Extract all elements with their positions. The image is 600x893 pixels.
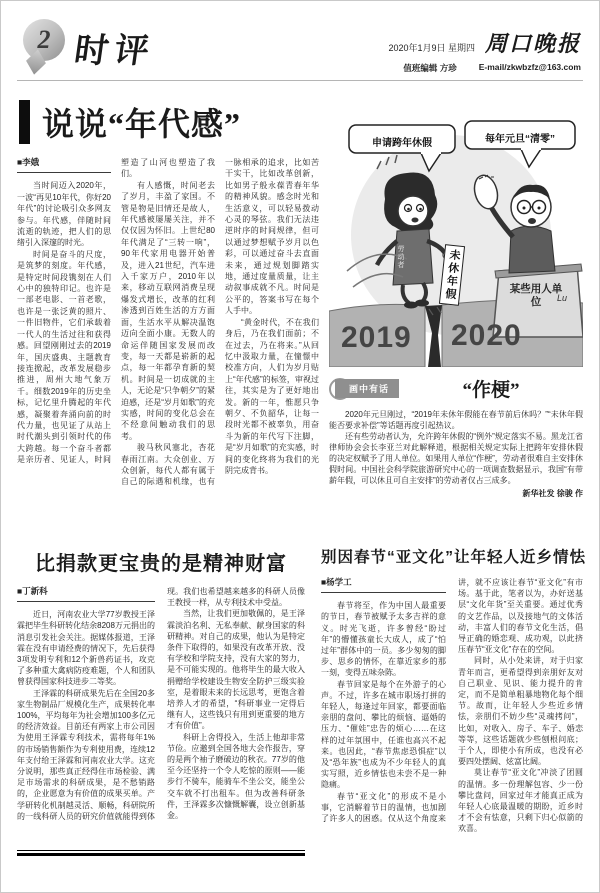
paragraph: 春节回家是每个在外游子的心声。不过，许多在城市职场打拼的年轻人，每逢过年回家，都要面临亲朋的盘问、攀比的烦恼、逼婚的压力、“催娃”忠告的烦心……在这样的过年氛围中，任谁也高兴不起来。也因此，“春节焦虑恐惧症”以及“恐年族”也成为不少年轻人的真实写照，近乡情怯也未尝不是一种隐痛。 <box>321 679 446 790</box>
duty-editor: 值班编辑 方珍 <box>403 63 457 73</box>
cartoon-title: “作梗” <box>462 380 520 401</box>
year-2020: 2020 <box>451 319 522 352</box>
page-number: 2 <box>37 25 51 54</box>
article-spring-festival-body <box>321 577 583 859</box>
main-article-byline: ■李娥 <box>17 157 111 173</box>
section-title: 时评 <box>71 33 158 70</box>
top-section <box>17 91 583 529</box>
editorial-cartoon <box>329 95 583 367</box>
artist-signature: Lu <box>557 293 568 303</box>
date-line: 2020年1月9日 星期四 <box>388 43 475 53</box>
paragraph: 2020年元旦刚过，“2019年未休年假能在春节前后休吗？”“未休年假能否要求补偿”等话题再度引起热议。 <box>329 410 583 430</box>
paragraph: 还有些劳动者认为，允许跨年休假的“例外”规定落实不易。黑龙江省律师协会会长李亚兰对此解释道，根据相关规定实际上把跨年安排休假的决定权赋予了用人单位。如果用人单位“作梗”，劳动者很难自主安排休假时间。中国社会科学院旅游研究中心的一项调查数据显示，我国“有带薪年假，可以休且可自主安排”的劳动者仅占三成多。 <box>329 432 583 485</box>
paragraph: 王泽霖的科研成果先后在全国20多家生物制品厂规模化生产，成果转化率100%，平均每年为社会增加100多亿元的经济效益。目前还有两家上市公司因为使用王泽霖专利技术，需将每年1%的市场销售额作为专利使用费，连续12年支付给王泽霖和河南农业大学。这充分说明，那些真正经得住市场检验、满足市场需求的科研成果，是不愁销路的，企业愿意为有价值的成果买单。产学研转化机制越灵活、顺畅，科研院所的一线科研人员的研究价值就能得到体现。我们也希望越来越多的科研人员像王教授一样，从专利技术中受益。 <box>17 587 305 821</box>
article-donation-byline: ■丁新科 <box>17 586 155 602</box>
article-spring-festival-headline: 别因春节“亚文化”让年轻人近乡情怯 <box>321 549 587 566</box>
article-spring-festival <box>321 545 587 859</box>
paragraph: 骏马秋风塞北，杏花春雨江南。大众创业、万众创新，每代人都有属于自己的际遇和机缘，也有一脉相承的追求，比如苦干实干，比如改革创新，比如男子般永葆青春年华的精神风貌。感念时光和生活意义，可以轻易拨动心灵的琴弦。我们无法违逆时序的时间规律，但可以通过梦想赋予岁月以色彩，可以通过奋斗去直面未来，通过规划脚踏实地，通过度量质量，让主动叙事成就不凡。时间是公平的，答案书写在每个人手中。 <box>121 158 319 487</box>
article-spring-festival-byline: ■杨学工 <box>321 577 446 593</box>
header-line1 <box>388 27 581 58</box>
header-line2 <box>388 62 581 74</box>
article-donation <box>17 545 305 859</box>
main-headline: 说说“年代感” <box>42 106 242 142</box>
main-article-body <box>17 157 319 529</box>
cartoon-panel <box>329 91 583 529</box>
bottom-section <box>17 545 587 859</box>
cartoon-caption <box>329 409 583 486</box>
main-article-paragraphs <box>17 157 319 488</box>
paragraph: 同时，从小处来讲，对于归家青年而言，更希望得到亲朋好友对自己职业、见识、能力提升的肯定，而不是简单粗暴地物化每个细节。故而，让年轻人少些近乡情怯，亲朋们不妨少些“灵魂拷问”，比如，对收入、房子、车子、婚恋等等，这些话题就少些刨根问底；于个人，即使小有所成，也没有必要四处摆阔、炫富比阔。 <box>458 656 583 767</box>
main-headline-row <box>19 99 319 145</box>
year-2019: 2019 <box>341 321 412 354</box>
column-badge: 画中有话 <box>335 379 399 398</box>
paragraph: 当时间迈入2020年，一波“再见10年代，你好20年代”的讨论吸引众多网友参与。年代感，伴随时间流逝的轨迹，把人们的思绪引入深邃的时光。 <box>17 181 111 248</box>
cartoon-credit: 新华社发 徐骏 作 <box>522 489 583 498</box>
worker-label: 劳动者 <box>397 245 404 269</box>
speech-bubble-right: 每年元旦“清零” <box>485 134 555 145</box>
page-header <box>17 17 583 81</box>
headline-bar <box>19 100 30 144</box>
header-meta <box>388 27 581 74</box>
paragraph: “黄金时代，不在我们身后，乃在我们面前；不在过去，乃在将来。”从回忆中汲取力量，在憧憬中校准方向，人们为岁月贴上“年代感”的标签，审视过往，其实是为了更好地出发。新的一年，惟愿只争朝夕、不负韶华，让每一段时光都不被辜负，用奋斗为新的年代写下注脚，是“岁月如歌”的充实感，时间的变化终将为我们的光阴完成背书。 <box>225 317 319 475</box>
paragraph: 当然，让我们更加敬佩的，是王泽霖淡泊名利、无私奉献、献身国家的科研精神。对自己的成果，他认为是特定条件下取得的，如果没有改革开放、没有学校和学院支持，没有大家的努力，是不可能实现的。他将毕生的最大收入捐赠给学校建设生物安全防护三级实验室，是着眼未来的长远思考，更饱含着培养人才的希望，“科研事业一定得后继有人，这些钱只有用到更重要的地方才有价值”。 <box>167 609 305 731</box>
newspaper-masthead: 周口晚报 <box>484 31 581 56</box>
paragraph: 有人感慨，时间老去了岁月，丰盈了家国。不管是物是旧情还是故人，年代感被屡屡关注，并不仅仅因为怀旧。上世纪80年代满足了“三转一响”，90年代家用电器开始普及，进入21世纪，汽车进入千家万户，2010年以来，移动互联网消费呈现爆发式增长，改革的红利渗透到百姓生活的方方面面，生活水平从解决温饱迈向全面小康。无数人的命运伴随国家发展而改变，每一天都是崭新的起点，每一年都孕育新的契机。时间是一切成就的主人，无论是“只争朝夕”的紧迫感，还是“岁月如歌”的充实感，时间的变化总会在不经意间触动我们的思考。 <box>121 180 215 441</box>
unused-leave-sign: 未休年假 <box>439 244 465 306</box>
contact-email: E-mail/zkwbzfz@163.com <box>478 62 581 72</box>
main-article <box>17 91 319 529</box>
caption-title-row <box>329 375 583 402</box>
article-donation-headline: 比捐款更宝贵的是精神财富 <box>35 553 287 575</box>
paragraph: 春节“亚文化”的形成不是小事，它消解着节日的温情，也加剧了许多人的困惑。仅从这个角度来讲，就不应该让春节“亚文化”有市场。基于此，笔者以为，办好送基层“文化年货”至关重要。通过优秀的文艺作品，以及接地气的文体活动，丰富人们的春节文化生活，倡导正确的婚恋观、成功观，以此挤压春节“亚文化”存在的空间。 <box>321 578 583 824</box>
podium-label: 某些用人单位 <box>509 283 563 308</box>
page-number-pin <box>23 19 65 61</box>
paragraph: 近日，河南农业大学77岁教授王泽霖把毕生科研转化结余8208万元捐出的消息引发社会关注。据媒体报道，王泽霖在没有申请经费的情况下，先后获得3项发明专利和12个新兽药证书，攻克了多种重大禽病防疫难题，个人和团队曾获得国家科技进步二等奖。 <box>17 610 155 687</box>
article-spring-festival-paragraphs <box>321 577 583 835</box>
paragraph: 科研上舍得投入，生活上他却非常节俭。应邀到全国各地大会作报告，穿的是两个袖子磨破边的秋衣。77岁的他至今还坚持一个令人吃惊的原则——能步行不骑车，能骑车不坐公交，能坐公交车就不打出租车。但为改善科研条件，王泽霖多次慷慨解囊，设立创新基金。 <box>167 732 305 821</box>
paragraph: 莫让春节“亚文化”冲淡了团圆的温情。多一份理解包容、少一份攀比盘问，回家过年才能真正成为年轻人心底最温暖的期盼，近乡时才不会有怯意，只剩下归心似箭的欢喜。 <box>458 768 583 834</box>
article-donation-body <box>17 586 305 842</box>
paragraph: 春节将至，作为中国人最重要的节日，春节被赋予太多吉祥的意义。时光飞逝，许多曾经“盼过年”的懵懂孩童长大成人，成了“怕过年”群体中的一员。多少匆匆的脚步、思乡的情怀，在靠近家乡的那一刻，变得五味杂陈。 <box>321 601 446 678</box>
paragraph: 时间是奋斗的尺度，是筑梦的刻度。年代感，是特定时间段镌刻在人们心中的独特印记。也许是一部老电影、一首老歌，也许是一张泛黄的照片、一件旧物件，它们承载着一代人的生活过往和获得感。回望刚刚过去的2019年，国庆盛典、主题教育接连掀起，改革发展稳步推进，周州大地气象万千。细数2019年的历史坐标，记忆里升腾起的年代感，凝聚着奔涌向前的时代力量，也见证了从站上时代潮头到引领时代的伟大跨越。每一个奋斗者都是亲历者、见证人，时间塑造了山河也塑造了我们。 <box>17 158 215 465</box>
speech-bubble-left: 申请跨年休假 <box>372 138 432 149</box>
article-donation-paragraphs <box>17 586 305 842</box>
article-end-rule <box>17 850 305 856</box>
